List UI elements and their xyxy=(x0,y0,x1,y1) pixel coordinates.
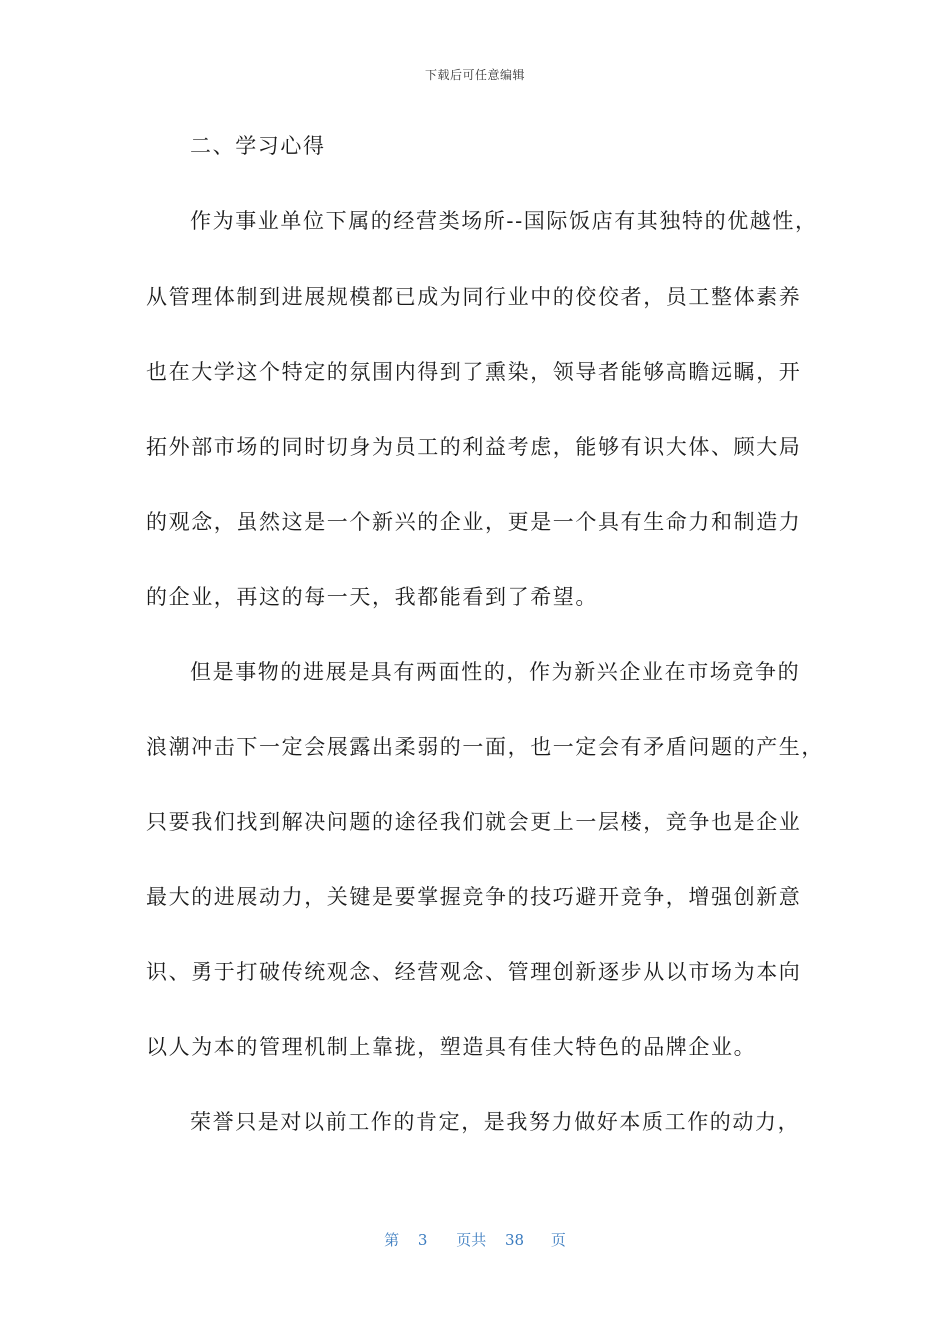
paragraph-line: 的企业，再这的每一天，我都能看到了希望。 xyxy=(146,585,598,609)
paragraph-line: 的观念，虽然这是一个新兴的企业，更是一个具有生命力和制造力 xyxy=(146,510,802,534)
page-footer xyxy=(0,1229,950,1250)
footer-total-pages: 38 xyxy=(505,1231,525,1249)
paragraph-line: 也在大学这个特定的氛围内得到了熏染，领导者能够高瞻远瞩，开 xyxy=(146,360,802,384)
paragraph-line: 作为事业单位下属的经营类场所--国际饭店有其独特的优越性， xyxy=(190,209,818,233)
paragraph-line: 但是事物的进展是具有两面性的，作为新兴企业在市场竞争的 xyxy=(190,660,801,684)
paragraph-line: 浪潮冲击下一定会展露出柔弱的一面，也一定会有矛盾问题的产生， xyxy=(146,735,824,759)
paragraph-line: 拓外部市场的同时切身为员工的利益考虑，能够有识大体、顾大局 xyxy=(146,435,802,459)
paragraph-line: 从管理体制到进展规模都已成为同行业中的佼佼者，员工整体素养 xyxy=(146,285,802,309)
paragraph-line: 以人为本的管理机制上靠拢，塑造具有佳大特色的品牌企业。 xyxy=(146,1035,757,1059)
footer-current-page: 3 xyxy=(417,1231,428,1249)
paragraph-line: 最大的进展动力，关键是要掌握竞争的技巧避开竞争，增强创新意 xyxy=(146,885,802,909)
paragraph-line: 荣誉只是对以前工作的肯定，是我努力做好本质工作的动力， xyxy=(190,1110,801,1134)
footer-suffix: 页 xyxy=(550,1231,566,1249)
footer-prefix: 第 xyxy=(384,1231,400,1249)
paragraph-line: 识、勇于打破传统观念、经营观念、管理创新逐步从以市场为本向 xyxy=(146,960,802,984)
footer-middle: 页共 xyxy=(456,1231,487,1249)
paragraph-line: 只要我们找到解决问题的途径我们就会更上一层楼，竞争也是企业 xyxy=(146,810,802,834)
section-title: 二、学习心得 xyxy=(190,134,326,158)
header-note: 下载后可任意编辑 xyxy=(424,68,525,82)
